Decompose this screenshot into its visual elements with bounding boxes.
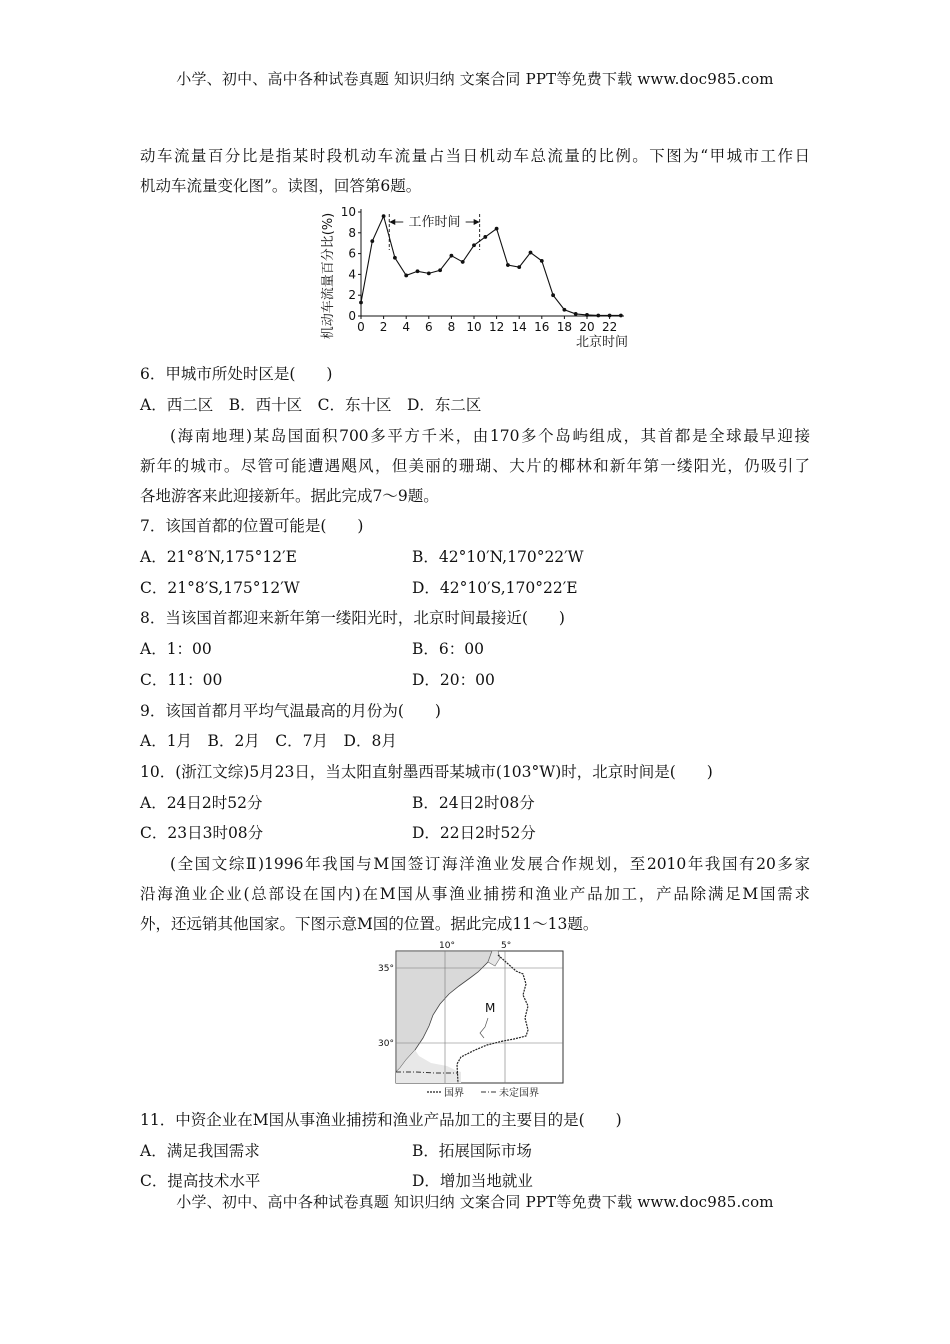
y-tick-label: 4 <box>348 267 356 282</box>
q7-option-c: C．21°8′S,175°12′W <box>140 579 300 597</box>
x-tick-label: 20 <box>579 320 595 334</box>
q10-stem: 10．(浙江文综)5月23日，当太阳直射墨西哥某城市(103°W)时，北京时间是( ) <box>140 763 713 781</box>
data-point <box>393 256 397 260</box>
intro3-line1: (全国文综Ⅱ)1996年我国与M国签订海洋渔业发展合作规划，至2010年我国有20多家 <box>170 855 810 873</box>
q11-option-d: D．增加当地就业 <box>412 1172 533 1190</box>
q7-stem: 7．该国首都的位置可能是( ) <box>140 517 364 535</box>
page-footer: 小学、初中、高中各种试卷真题 知识归纳 文案合同 PPT等免费下载 www.doc985.com <box>176 1193 774 1211</box>
y-tick-label: 2 <box>348 288 356 303</box>
data-point <box>370 239 374 243</box>
q10-option-c: C．23日3时08分 <box>140 824 264 842</box>
data-point <box>517 265 521 269</box>
x-tick-label: 0 <box>357 320 365 334</box>
data-point <box>438 268 442 272</box>
arrowhead-left <box>389 219 395 225</box>
data-point <box>472 243 476 247</box>
x-tick-label: 8 <box>447 320 456 334</box>
country-label: M <box>485 1001 496 1015</box>
q9-options: A．1月 B．2月 C．7月 D．8月 <box>140 732 397 750</box>
q11-option-a: A．满足我国需求 <box>140 1142 260 1160</box>
x-axis-label: 北京时间 <box>575 335 628 350</box>
data-point <box>529 251 533 255</box>
q10-option-a: A．24日2时52分 <box>140 794 263 812</box>
lat-label-35: 35° <box>378 964 394 974</box>
traffic-series-points <box>359 214 623 317</box>
data-point <box>540 259 544 263</box>
q8-option-d: D．20：00 <box>412 671 495 689</box>
x-tick-label: 10 <box>466 320 482 334</box>
y-ticks <box>341 205 361 323</box>
q11-option-c: C．提高技术水平 <box>140 1172 261 1190</box>
q8-option-b: B．6：00 <box>412 640 484 658</box>
q7-option-a: A．21°8′N,175°12′E <box>140 548 297 566</box>
work-time-annotation <box>389 213 479 250</box>
q8-option-c: C．11：00 <box>140 671 223 689</box>
m-country-map <box>375 938 571 1100</box>
data-point <box>608 314 612 318</box>
intro3-line2: 沿海渔业企业(总部设在国内)在M国从事渔业捕捞和渔业产品加工，产品除满足M国需求 <box>140 885 810 903</box>
lat-label-30: 30° <box>378 1039 394 1049</box>
data-point <box>461 260 465 264</box>
x-tick-label: 4 <box>402 320 411 334</box>
y-axis-label: 机动车流量百分比(%) <box>321 212 336 340</box>
x-tick-label: 12 <box>488 320 505 334</box>
q10-option-b: B．24日2时08分 <box>412 794 535 812</box>
traffic-chart <box>318 200 638 352</box>
x-tick-label: 6 <box>424 320 433 334</box>
legend-undefined-label: 未定国界 <box>499 1088 539 1099</box>
data-point <box>506 263 510 267</box>
intro1-line1: 动车流量百分比是指某时段机动车流量占当日机动车总流量的比例。下图为“甲城市工作日 <box>140 147 810 165</box>
data-point <box>551 293 555 297</box>
work-time-label: 工作时间 <box>408 215 461 230</box>
q6-options: A．西二区 B．西十区 C．东十区 D．东二区 <box>140 396 482 414</box>
data-point <box>404 274 408 278</box>
q8-option-a: A．1：00 <box>140 640 212 658</box>
data-point <box>427 271 431 275</box>
x-tick-label: 14 <box>511 320 527 334</box>
data-point <box>596 314 600 318</box>
data-point <box>574 312 578 316</box>
chart-axes <box>361 209 624 316</box>
q9-stem: 9．该国首都月平均气温最高的月份为( ) <box>140 702 441 720</box>
x-tick-label: 2 <box>379 320 388 334</box>
intro3-line3: 外，还远销其他国家。下图示意M国的位置。据此完成11～13题。 <box>140 915 599 933</box>
data-point <box>563 308 567 312</box>
traffic-series-line <box>361 216 621 315</box>
y-tick-label: 0 <box>348 309 356 323</box>
q7-option-b: B．42°10′N,170°22′W <box>412 548 584 566</box>
intro2-line2: 新年的城市。尽管可能遭遇飓风，但美丽的珊瑚、大片的椰林和新年第一缕阳光，仍吸引了 <box>140 457 810 475</box>
data-point <box>382 214 386 218</box>
x-tick-label: 22 <box>601 320 618 334</box>
q11-stem: 11．中资企业在M国从事渔业捕捞和渔业产品加工的主要目的是( ) <box>140 1111 622 1129</box>
y-tick-label: 10 <box>340 205 356 219</box>
data-point <box>495 227 499 231</box>
q10-option-d: D．22日2时52分 <box>412 824 536 842</box>
x-tick-label: 18 <box>556 320 573 334</box>
legend-border-label: 国界 <box>444 1088 464 1099</box>
lon-label-5: 5° <box>501 941 512 951</box>
x-ticks <box>357 316 617 334</box>
intro2-line1: (海南地理)某岛国面积700多平方千米，由170多个岛屿组成，其首都是全球最早迎接 <box>170 427 810 445</box>
q11-option-b: B．拓展国际市场 <box>412 1142 532 1160</box>
data-point <box>483 235 487 239</box>
q8-stem: 8．当该国首都迎来新年第一缕阳光时，北京时间最接近( ) <box>140 609 565 627</box>
y-tick-label: 6 <box>348 246 356 261</box>
data-point <box>359 301 363 305</box>
x-tick-label: 16 <box>534 320 550 334</box>
data-point <box>416 269 420 273</box>
data-point <box>619 314 623 318</box>
data-point <box>450 254 454 258</box>
data-point <box>585 313 589 317</box>
lon-label-10: 10° <box>439 941 455 951</box>
q7-option-d: D．42°10′S,170°22′E <box>412 579 578 597</box>
y-tick-label: 8 <box>348 225 356 240</box>
q6-stem: 6．甲城市所处时区是( ) <box>140 365 333 383</box>
page-header: 小学、初中、高中各种试卷真题 知识归纳 文案合同 PPT等免费下载 www.doc985.com <box>176 70 774 88</box>
intro2-line3: 各地游客来此迎接新年。据此完成7～9题。 <box>140 487 439 505</box>
intro1-line2: 机动车流量变化图”。读图，回答第6题。 <box>140 177 422 195</box>
arrowhead-right <box>474 219 480 225</box>
